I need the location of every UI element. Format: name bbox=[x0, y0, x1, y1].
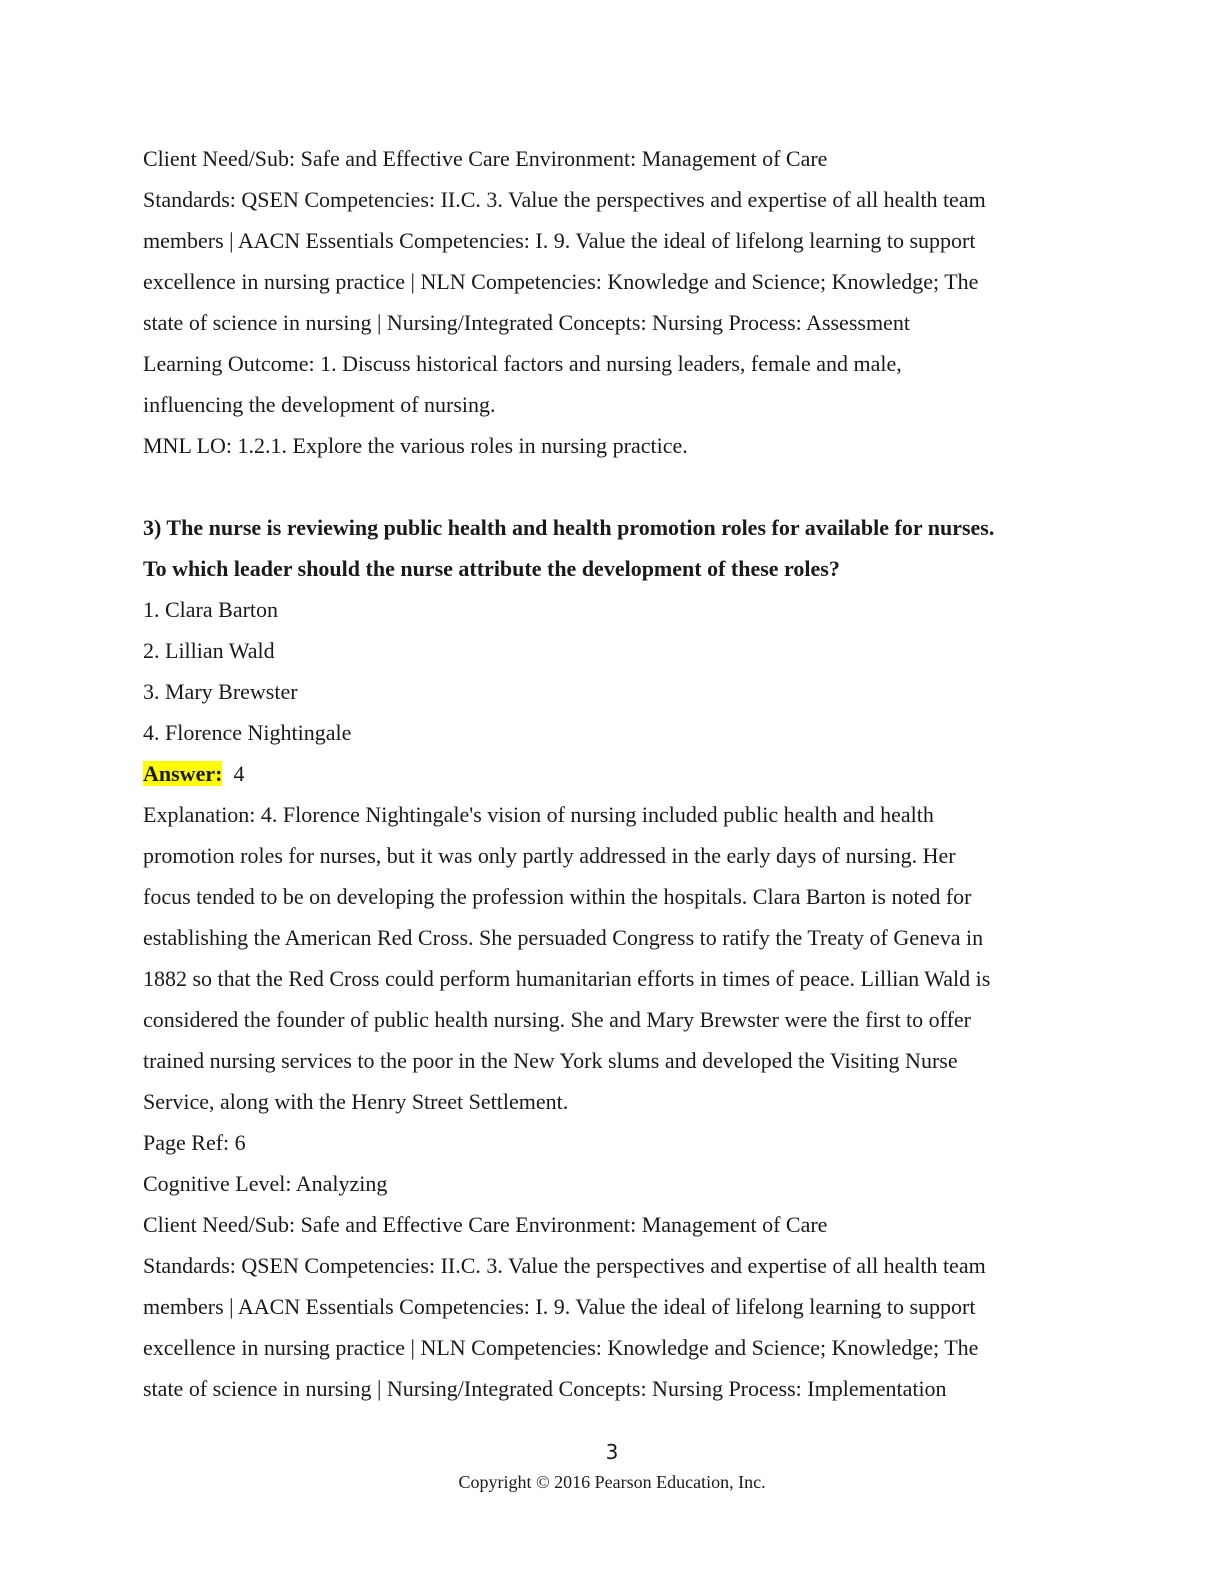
standards-line: members | AACN Essentials Competencies: I. 9. Value the ideal of lifelong learning to support bbox=[143, 1294, 976, 1319]
standards-line: Standards: QSEN Competencies: II.C. 3. Value the perspectives and expertise of all health team bbox=[143, 1253, 986, 1278]
document-body bbox=[143, 138, 1083, 1409]
standards-line: state of science in nursing | Nursing/Integrated Concepts: Nursing Process: Implementation bbox=[143, 1376, 947, 1401]
client-need-line: Client Need/Sub: Safe and Effective Care Environment: Management of Care bbox=[143, 146, 828, 171]
question-text: 3) The nurse is reviewing public health and health promotion roles for available for nurses. bbox=[143, 515, 995, 540]
standards-line: state of science in nursing | Nursing/Integrated Concepts: Nursing Process: Assessment bbox=[143, 310, 910, 335]
standards-line: excellence in nursing practice | NLN Competencies: Knowledge and Science; Knowledge; The bbox=[143, 1335, 979, 1360]
option-item: 4. Florence Nightingale bbox=[143, 720, 352, 745]
explanation bbox=[143, 794, 1083, 1122]
mnl-lo-line: MNL LO: 1.2.1. Explore the various roles in nursing practice. bbox=[143, 433, 688, 458]
explanation-line: considered the founder of public health nursing. She and Mary Brewster were the first to offer bbox=[143, 1007, 972, 1032]
answer-value: 4 bbox=[222, 761, 245, 786]
explanation-line: Service, along with the Henry Street Settlement. bbox=[143, 1089, 569, 1114]
page-ref-line: Page Ref: 6 bbox=[143, 1130, 246, 1155]
previous-question-metadata bbox=[143, 138, 1083, 466]
standards-line: members | AACN Essentials Competencies: I. 9. Value the ideal of lifelong learning to support bbox=[143, 228, 976, 253]
learning-outcome-line: influencing the development of nursing. bbox=[143, 392, 496, 417]
paragraph-gap bbox=[143, 466, 1083, 507]
explanation-line: establishing the American Red Cross. She persuaded Congress to ratify the Treaty of Geneva in bbox=[143, 925, 984, 950]
question-metadata bbox=[143, 1122, 1083, 1409]
explanation-line: 1882 so that the Red Cross could perform humanitarian efforts in times of peace. Lillian Wald is bbox=[143, 966, 991, 991]
option-item: 2. Lillian Wald bbox=[143, 638, 275, 663]
explanation-line: focus tended to be on developing the profession within the hospitals. Clara Barton is noted for bbox=[143, 884, 972, 909]
option-item: 1. Clara Barton bbox=[143, 597, 279, 622]
explanation-line: promotion roles for nurses, but it was only partly addressed in the early days of nursing. Her bbox=[143, 843, 956, 868]
copyright-notice: Copyright © 2016 Pearson Education, Inc. bbox=[458, 1472, 766, 1492]
cognitive-level-line: Cognitive Level: Analyzing bbox=[143, 1171, 388, 1196]
answer-line bbox=[143, 753, 1083, 794]
question-stem bbox=[143, 507, 1083, 589]
page-number: 3 bbox=[605, 1440, 619, 1464]
answer-options bbox=[143, 589, 1083, 753]
question-text: To which leader should the nurse attribute the development of these roles? bbox=[143, 556, 840, 581]
client-need-line: Client Need/Sub: Safe and Effective Care Environment: Management of Care bbox=[143, 1212, 828, 1237]
option-item: 3. Mary Brewster bbox=[143, 679, 298, 704]
explanation-line: Explanation: 4. Florence Nightingale's vision of nursing included public health and health bbox=[143, 802, 934, 827]
learning-outcome-line: Learning Outcome: 1. Discuss historical factors and nursing leaders, female and male, bbox=[143, 351, 902, 376]
explanation-line: trained nursing services to the poor in the New York slums and developed the Visiting Nurse bbox=[143, 1048, 958, 1073]
standards-line: excellence in nursing practice | NLN Competencies: Knowledge and Science; Knowledge; The bbox=[143, 269, 979, 294]
answer-label: Answer: bbox=[143, 761, 223, 786]
standards-line: Standards: QSEN Competencies: II.C. 3. Value the perspectives and expertise of all health team bbox=[143, 187, 986, 212]
